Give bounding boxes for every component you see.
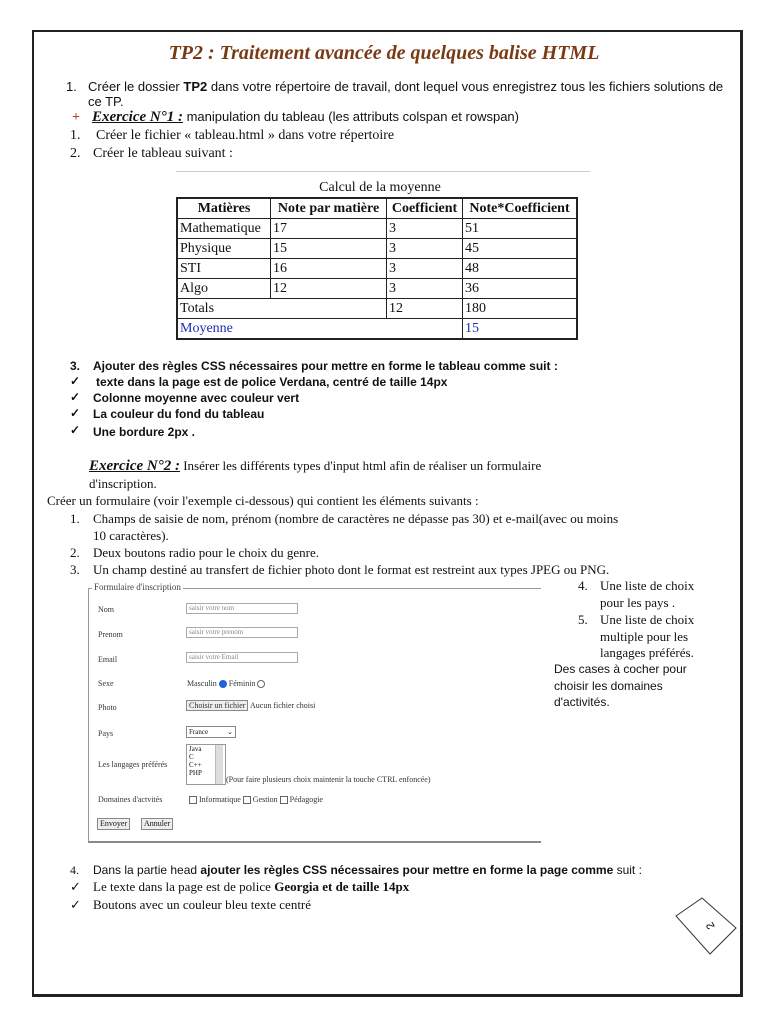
check-icon: ✓ xyxy=(70,897,81,912)
totals-coef: 12 xyxy=(387,299,463,319)
moyenne-row xyxy=(177,319,577,340)
chevron-down-icon: ⌄ xyxy=(227,728,233,736)
ex2-item: Deux boutons radio pour le choix du genre. xyxy=(93,545,320,560)
table-top-rule xyxy=(176,171,590,172)
check-item: Colonne moyenne avec couleur vert xyxy=(93,391,300,405)
sexe-options: Masculin Féminin xyxy=(187,679,265,688)
annuler-button[interactable]: Annuler xyxy=(141,818,173,830)
table-cell: 17 xyxy=(271,219,387,239)
totals-label: Totals xyxy=(177,299,387,319)
ex1-step2-num: 2. xyxy=(70,146,81,161)
sexe-label: Sexe xyxy=(98,679,114,688)
prenom-label: Prenom xyxy=(98,630,123,639)
email-label: Email xyxy=(98,655,118,664)
table-row xyxy=(177,279,577,299)
choose-file-button[interactable]: Choisir un fichier xyxy=(186,700,248,711)
check-item: Boutons avec un couleur bleu texte centré xyxy=(93,897,312,912)
check-item: texte dans la page est de police Verdana, centré de taille 14px xyxy=(96,375,448,389)
intro-text-cont: ce TP. xyxy=(88,94,124,109)
intro-text: Créer le dossier TP2 dans votre répertoire de travail, dont lequel vous enregistrez tous les fichiers solutions de xyxy=(88,79,724,94)
table-cell: 51 xyxy=(463,219,578,239)
ex1-step1-num: 1. xyxy=(70,128,81,143)
checkbox-informatique[interactable] xyxy=(189,796,197,804)
table-cell: 36 xyxy=(463,279,578,299)
ex1-step1: Créer le fichier « tableau.html » dans votre répertoire xyxy=(96,128,395,143)
grade-table xyxy=(176,197,578,340)
file-picker xyxy=(186,701,315,711)
ex2-item-num: 1. xyxy=(70,511,80,526)
ex2-header-cont: d'inscription. xyxy=(89,476,157,491)
header-cell: Note par matière xyxy=(271,198,387,219)
table-cell: 3 xyxy=(387,279,463,299)
form-legend: Formulaire d'inscription xyxy=(94,582,181,592)
email-input[interactable]: saisir votre Email xyxy=(186,652,298,663)
check-icon: ✓ xyxy=(70,390,81,404)
page-title: TP2 : Traitement avancée de quelques balise HTML xyxy=(168,42,600,64)
radio-feminin[interactable] xyxy=(257,680,265,688)
check-item: Une bordure 2px . xyxy=(93,425,196,439)
table-cell: 3 xyxy=(387,219,463,239)
table-cell: 15 xyxy=(271,239,387,259)
check-icon: ✓ xyxy=(70,374,81,388)
table-cell: 45 xyxy=(463,239,578,259)
header-cell: Coefficient xyxy=(387,198,463,219)
checkbox-pedagogie[interactable] xyxy=(280,796,288,804)
file-status: Aucun fichier choisi xyxy=(250,701,316,710)
domaines-label: Domaines d'actvités xyxy=(98,795,163,804)
check-item: Le texte dans la page est de police Georgia et de taille 14px xyxy=(93,879,410,894)
check-icon: ✓ xyxy=(70,879,81,894)
table-header-row xyxy=(177,198,577,219)
domaines-options: Informatique Gestion Pédagogie xyxy=(189,795,323,804)
side-item-cont: langages préférés. xyxy=(600,645,694,660)
ex1-step3-num: 3. xyxy=(70,359,81,373)
moyenne-label: Moyenne xyxy=(177,319,463,340)
side-para: choisir les domaines xyxy=(554,679,663,693)
ex2-step4-num: 4. xyxy=(70,863,79,877)
side-item-num: 5. xyxy=(578,612,588,627)
table-cell: 12 xyxy=(271,279,387,299)
table-row xyxy=(177,219,577,239)
header-cell: Note*Coefficient xyxy=(463,198,578,219)
ex2-header: Exercice N°2 : Insérer les différents types d'input html afin de réaliser un formulaire xyxy=(89,458,542,474)
list-item[interactable]: PHP xyxy=(189,769,202,777)
pays-label: Pays xyxy=(98,729,114,738)
list-item[interactable]: C++ xyxy=(189,761,202,769)
table-row xyxy=(177,239,577,259)
moyenne-value: 15 xyxy=(463,319,578,340)
table-cell: 48 xyxy=(463,259,578,279)
side-item-cont: pour les pays . xyxy=(600,595,676,610)
form-fieldset xyxy=(88,588,541,843)
header-cell: Matières xyxy=(177,198,271,219)
listbox-scrollbar[interactable] xyxy=(215,745,223,784)
table-row xyxy=(177,259,577,279)
check-item: La couleur du fond du tableau xyxy=(93,407,265,421)
prenom-input[interactable]: saisir votre prenom xyxy=(186,627,298,638)
check-icon: ✓ xyxy=(70,406,81,420)
ex2-item-cont: 10 caractères). xyxy=(93,528,169,543)
side-item-cont: multiple pour les xyxy=(600,629,689,644)
ex1-bullet: + xyxy=(72,110,80,125)
ex1-step3: Ajouter des règles CSS nécessaires pour mettre en forme le tableau comme suit : xyxy=(93,359,558,373)
totals-value: 180 xyxy=(463,299,578,319)
table-cell: Mathematique xyxy=(177,219,271,239)
side-item: Une liste de choix xyxy=(600,578,695,593)
ex2-step4: Dans la partie head ajouter les règles CSS nécessaires pour mettre en forme la page comme suit : xyxy=(93,863,642,877)
ex2-item-num: 3. xyxy=(70,562,80,577)
list-item[interactable]: Java xyxy=(189,745,202,753)
table-cell: STI xyxy=(177,259,271,279)
ex1-step2: Créer le tableau suivant : xyxy=(93,146,233,161)
intro-num: 1. xyxy=(66,79,77,94)
check-icon: ✓ xyxy=(70,423,81,437)
list-item[interactable]: C xyxy=(189,753,194,761)
ex1-header: Exercice N°1 : manipulation du tableau (les attributs colspan et rowspan) xyxy=(92,109,519,125)
checkbox-gestion[interactable] xyxy=(243,796,251,804)
pays-select[interactable]: France ⌄ xyxy=(186,726,236,738)
table-cell: 3 xyxy=(387,239,463,259)
table-cell: Physique xyxy=(177,239,271,259)
table-cell: Algo xyxy=(177,279,271,299)
side-item: Une liste de choix xyxy=(600,612,695,627)
table-cell: 3 xyxy=(387,259,463,279)
ex2-item: Champs de saisie de nom, prénom (nombre de caractères ne dépasse pas 30) et e-mail(avec ou moins xyxy=(93,511,619,526)
table-caption: Calcul de la moyenne xyxy=(319,180,441,195)
ex2-lead: Créer un formulaire (voir l'exemple ci-dessous) qui contient les éléments suivants : xyxy=(47,493,479,508)
photo-label: Photo xyxy=(98,703,117,712)
page-number-marker xyxy=(674,896,738,956)
ex2-item-num: 2. xyxy=(70,545,80,560)
totals-row xyxy=(177,299,577,319)
side-item-num: 4. xyxy=(578,578,588,593)
ex2-item: Un champ destiné au transfert de fichier photo dont le format est restreint aux types JPEG ou PNG. xyxy=(93,562,610,577)
nom-label: Nom xyxy=(98,605,114,614)
lang-label: Les langages préférés xyxy=(98,760,168,769)
nom-input[interactable]: saisir votre nom xyxy=(186,603,298,614)
page-number: 2 xyxy=(704,919,718,932)
lang-hint: (Pour faire plusieurs choix maintenir la touche CTRL enfoncée) xyxy=(226,775,431,784)
envoyer-button[interactable]: Envoyer xyxy=(97,818,130,830)
side-para: Des cases à cocher pour xyxy=(554,662,687,676)
table-cell: 16 xyxy=(271,259,387,279)
radio-masculin[interactable] xyxy=(219,680,227,688)
side-para: d'activités. xyxy=(554,695,610,709)
